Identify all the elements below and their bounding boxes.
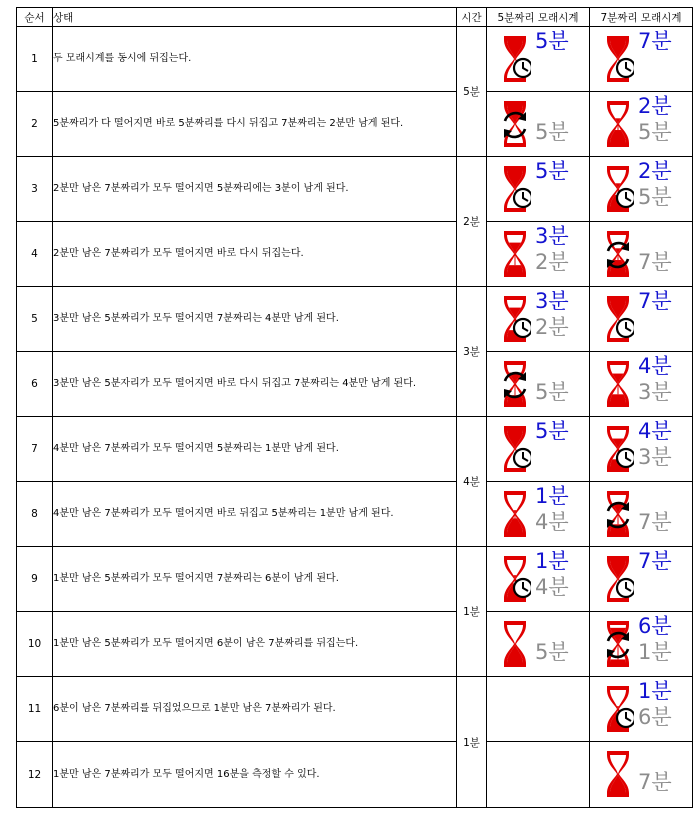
glass5-cell: [487, 482, 590, 547]
glass5-cell: [487, 742, 590, 808]
table-row: [17, 352, 693, 417]
glass7-cell: [590, 222, 693, 287]
capacity-label: 3분: [638, 380, 672, 404]
step-number: 1: [17, 27, 53, 92]
glass7-cell: [590, 417, 693, 482]
capacity-label: 5분: [535, 120, 569, 144]
table-row: [17, 612, 693, 677]
header-glass7: 7분짜리 모래시계: [590, 8, 693, 27]
step-description: 3분만 남은 5분짜리가 모두 떨어지면 7분짜리는 4분만 남게 된다.: [53, 287, 457, 352]
step-number: 6: [17, 352, 53, 417]
glass7-cell: [590, 612, 693, 677]
hourglass-flip-icon: [602, 617, 634, 671]
glass5-cell: [487, 417, 590, 482]
clock-icon: [617, 319, 634, 337]
step-number: 9: [17, 547, 53, 612]
glass7-cell: [590, 157, 693, 222]
step-description: 1분만 남은 5분짜리가 모두 떨어지면 6분이 남은 7분짜리를 뒤집는다.: [53, 612, 457, 677]
step-time: 2분: [457, 157, 487, 287]
step-description: 3분만 남은 5분자리가 모두 떨어지면 바로 다시 뒤집고 7분짜리는 4분만 남게 된다.: [53, 352, 457, 417]
header-time: 시간: [457, 8, 487, 27]
table-row: [17, 157, 693, 222]
glass5-cell: [487, 677, 590, 742]
remaining-time-label: 4분: [638, 354, 672, 378]
table-row: [17, 417, 693, 482]
table-row: [17, 287, 693, 352]
capacity-label: 1분: [638, 640, 672, 664]
step-description: 2분만 남은 7분짜리가 모두 떨어지면 바로 다시 뒤집는다.: [53, 222, 457, 287]
capacity-label: 4분: [535, 510, 569, 534]
remaining-time-label: 7분: [638, 289, 672, 313]
sand-bottom: [609, 659, 627, 663]
header-state: 상태: [53, 8, 457, 27]
remaining-time-label: 5분: [535, 419, 569, 443]
capacity-label: 6분: [638, 705, 672, 729]
clock-icon: [514, 319, 531, 337]
sand-bottom: [506, 265, 524, 273]
hourglass-icon: [602, 747, 634, 801]
remaining-time-label: 1분: [535, 484, 569, 508]
step-description: 4분만 남은 7분짜리가 모두 떨어지면 바로 뒤집고 5분짜리는 1분만 남게 된다.: [53, 482, 457, 547]
clock-icon: [617, 449, 634, 467]
steps-table: [16, 7, 693, 808]
clock-icon: [514, 449, 531, 467]
step-number: 7: [17, 417, 53, 482]
hourglass-clock-icon: [602, 292, 634, 346]
capacity-label: 2분: [535, 315, 569, 339]
hourglass-icon: [602, 357, 634, 411]
glass5-cell: [487, 222, 590, 287]
glass5-cell: [487, 352, 590, 417]
remaining-time-label: 3분: [535, 224, 569, 248]
remaining-time-label: 7분: [638, 29, 672, 53]
table-row: [17, 222, 693, 287]
header-glass5: 5분짜리 모래시계: [487, 8, 590, 27]
step-description: 두 모래시계를 동시에 뒤집는다.: [53, 27, 457, 92]
glass7-cell: [590, 482, 693, 547]
hourglass-icon: [499, 227, 531, 281]
capacity-label: 7분: [638, 510, 672, 534]
header-row: [17, 8, 693, 27]
clock-icon: [514, 579, 531, 597]
step-time: 5분: [457, 27, 487, 157]
table-row: [17, 482, 693, 547]
clock-icon: [617, 579, 634, 597]
remaining-time-label: 3분: [535, 289, 569, 313]
glass5-cell: [487, 27, 590, 92]
remaining-time-label: 1분: [638, 679, 672, 703]
hourglass-clock-icon: [499, 292, 531, 346]
step-number: 4: [17, 222, 53, 287]
step-description: 4분만 남은 7분짜리가 모두 떨어지면 5분짜리는 1분만 남게 된다.: [53, 417, 457, 482]
capacity-label: 7분: [638, 250, 672, 274]
clock-icon: [617, 709, 634, 727]
hourglass-clock-icon: [602, 32, 634, 86]
step-time: 4분: [457, 417, 487, 547]
capacity-label: 5분: [535, 640, 569, 664]
hourglass-clock-icon: [499, 162, 531, 216]
remaining-time-label: 4분: [638, 419, 672, 443]
step-description: 1분만 남은 7분짜리가 모두 떨어지면 16분을 측정할 수 있다.: [53, 742, 457, 808]
step-description: 1분만 남은 5분짜리가 모두 떨어지면 7분짜리는 6분이 남게 된다.: [53, 547, 457, 612]
clock-icon: [617, 59, 634, 77]
step-time: 3분: [457, 287, 487, 417]
capacity-label: 7분: [638, 770, 672, 794]
sand-top: [506, 510, 524, 514]
capacity-label: 2분: [535, 250, 569, 274]
table-row: [17, 547, 693, 612]
hourglass-flip-icon: [499, 97, 531, 151]
clock-icon: [514, 59, 531, 77]
hourglass-flip-icon: [602, 227, 634, 281]
hourglass-clock-icon: [499, 422, 531, 476]
glass7-cell: [590, 742, 693, 808]
remaining-time-label: 1분: [535, 549, 569, 573]
hourglass-clock-icon: [602, 422, 634, 476]
step-description: 6분이 남은 7분짜리를 뒤집었으므로 1분만 남은 7분짜리가 된다.: [53, 677, 457, 742]
remaining-time-label: 7분: [638, 549, 672, 573]
glass7-cell: [590, 27, 693, 92]
glass5-cell: [487, 157, 590, 222]
table-row: [17, 677, 693, 742]
glass7-cell: [590, 547, 693, 612]
hourglass-clock-icon: [499, 32, 531, 86]
table-row: [17, 742, 693, 808]
glass5-cell: [487, 612, 590, 677]
remaining-time-label: 6분: [638, 614, 672, 638]
step-time: 1분: [457, 677, 487, 808]
remaining-time-label: 2분: [638, 159, 672, 183]
hourglass-icon: [499, 487, 531, 541]
hourglass-clock-icon: [602, 552, 634, 606]
step-number: 5: [17, 287, 53, 352]
capacity-label: 3분: [638, 445, 672, 469]
hourglass-clock-icon: [499, 552, 531, 606]
glass5-cell: [487, 547, 590, 612]
capacity-label: 4분: [535, 575, 569, 599]
step-number: 3: [17, 157, 53, 222]
hourglass-clock-icon: [602, 682, 634, 736]
table-row: [17, 27, 693, 92]
glass7-cell: [590, 92, 693, 157]
step-description: 5분짜리가 다 떨어지면 바로 5분짜리를 다시 뒤집고 7분짜리는 2분만 남게 된다.: [53, 92, 457, 157]
step-description: 2분만 남은 7분짜리가 모두 떨어지면 5분짜리에는 3분이 남게 된다.: [53, 157, 457, 222]
glass5-cell: [487, 287, 590, 352]
step-number: 12: [17, 742, 53, 808]
remaining-time-label: 5분: [535, 29, 569, 53]
remaining-time-label: 5분: [535, 159, 569, 183]
hourglass-flip-icon: [499, 357, 531, 411]
glass5-cell: [487, 92, 590, 157]
step-number: 8: [17, 482, 53, 547]
remaining-time-label: 2분: [638, 94, 672, 118]
hourglass-clock-icon: [602, 162, 634, 216]
capacity-label: 5분: [638, 120, 672, 144]
clock-icon: [514, 189, 531, 207]
step-time: 1분: [457, 547, 487, 677]
step-number: 2: [17, 92, 53, 157]
capacity-label: 5분: [638, 185, 672, 209]
glass7-cell: [590, 287, 693, 352]
glass7-cell: [590, 677, 693, 742]
capacity-label: 5분: [535, 380, 569, 404]
glass7-cell: [590, 352, 693, 417]
table-row: [17, 92, 693, 157]
clock-icon: [617, 189, 634, 207]
step-number: 10: [17, 612, 53, 677]
step-number: 11: [17, 677, 53, 742]
hourglass-icon: [499, 617, 531, 671]
sand-top: [609, 118, 627, 124]
header-order: 순서: [17, 8, 53, 27]
hourglass-flip-icon: [602, 487, 634, 541]
hourglass-icon: [602, 97, 634, 151]
